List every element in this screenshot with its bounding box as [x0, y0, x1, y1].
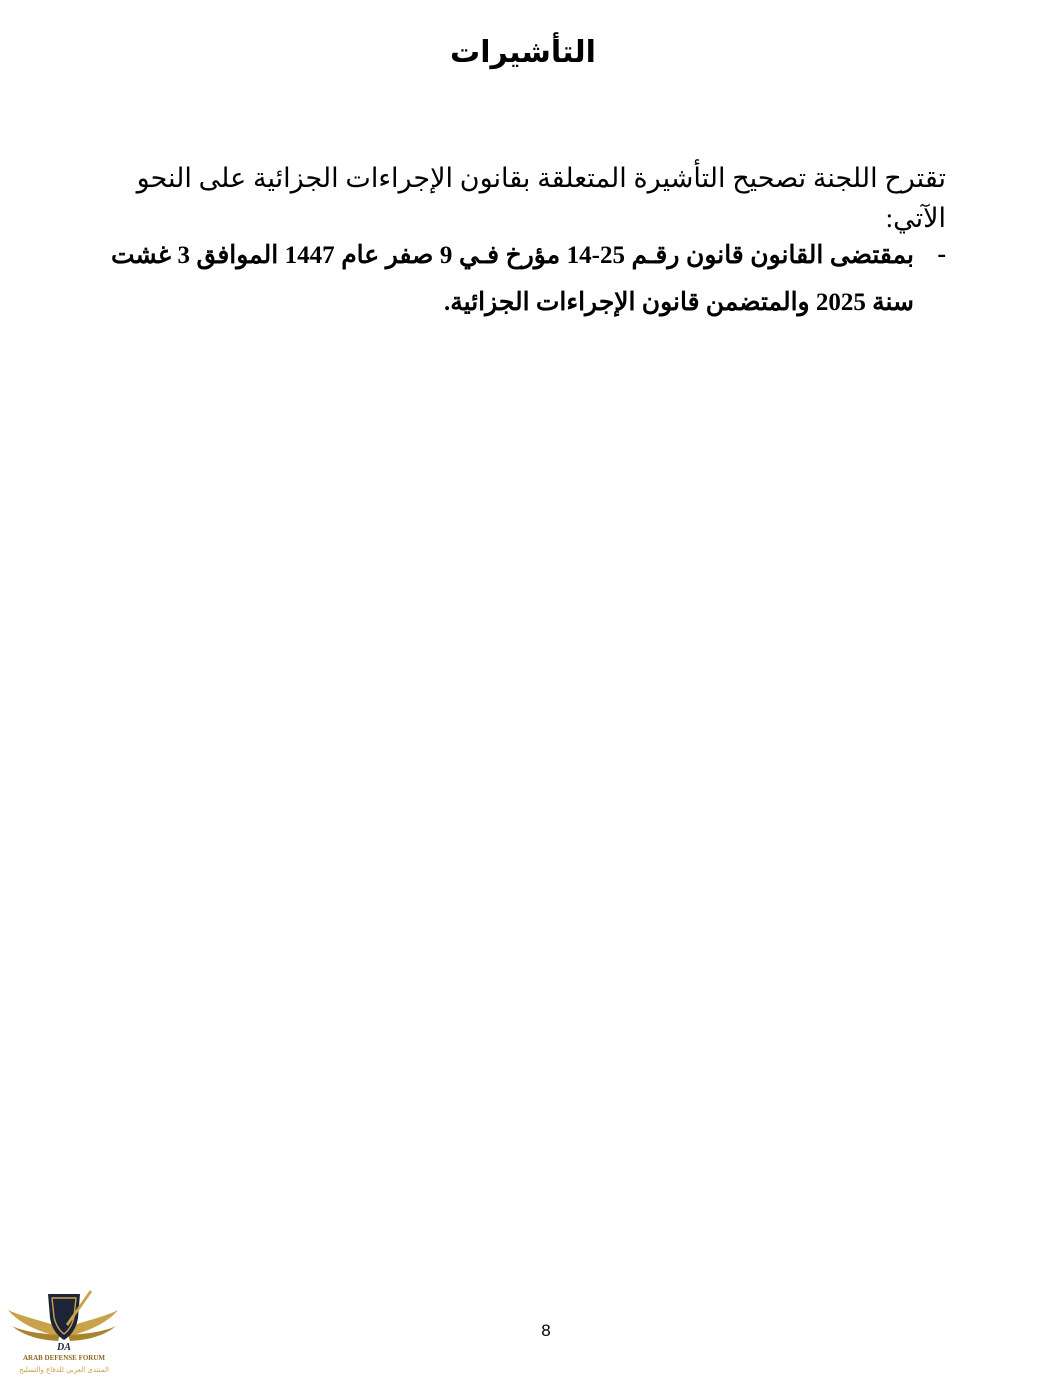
logo-letters: DA	[57, 1342, 71, 1353]
logo-name-en: ARAB DEFENSE FORUM	[22, 1354, 106, 1362]
visa-text: بمقتضى القانون قانون رقـم 25-14 مؤرخ فـي 9 صفر عام 1447 الموافق 3 غشت سنة 2025 والمتضمن قانون الإجراءات الجزائية.	[111, 242, 914, 316]
watermark-logo	[4, 1288, 122, 1376]
list-item	[111, 232, 946, 326]
page-title: التأشيرات	[450, 36, 596, 69]
intro-paragraph: تقترح اللجنة تصحيح التأشيرة المتعلقة بقانون الإجراءات الجزائية على النحو الآتي:	[136, 163, 946, 233]
bullet-dash: -	[937, 239, 946, 268]
shield-wings-icon	[4, 1288, 122, 1376]
page-number: 8	[541, 1321, 551, 1340]
logo-name-ar: المنتدى العربي للدفاع والتسليح	[19, 1366, 109, 1374]
